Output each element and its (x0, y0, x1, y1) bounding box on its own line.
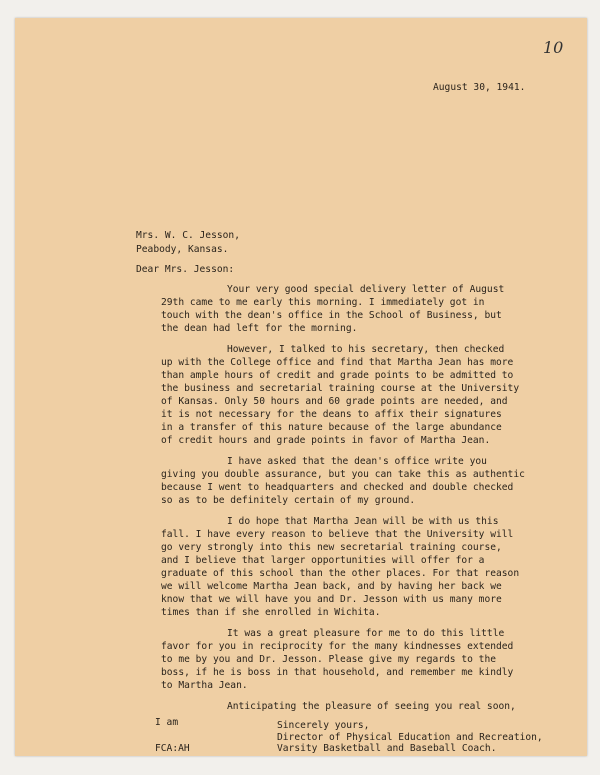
paragraph-2-line: of Kansas. Only 50 hours and 60 grade points are needed, and (161, 396, 508, 407)
paragraph-1-line: the dean had left for the morning. (161, 323, 358, 334)
paragraph-4-line: know that we will have you and Dr. Jesson with us many more (161, 594, 502, 605)
paragraph-2-line: the business and secretarial training course at the University (161, 383, 520, 394)
paragraph-1-line: Your very good special delivery letter of August (227, 284, 505, 295)
salutation: Dear Mrs. Jesson: (136, 264, 235, 275)
paragraph-5-line: It was a great pleasure for me to do this little (227, 628, 505, 639)
paragraph-5-line: favor for you in reciprocity for the many kindnesses extended (161, 641, 514, 652)
closing-line: Anticipating the pleasure of seeing you real soon, (227, 701, 516, 712)
complimentary-close: Sincerely yours, (277, 720, 370, 731)
page-number-mark: 10 (543, 38, 564, 57)
paragraph-1-line: 29th came to me early this morning. I immediately got in (161, 297, 485, 308)
signature-title-line: Director of Physical Education and Recreation, (277, 732, 543, 743)
paragraph-2-line: of credit hours and grade points in favor of Martha Jean. (161, 435, 491, 446)
paragraph-2-line: However, I talked to his secretary, then checked (227, 344, 505, 355)
paragraph-4-line: we will welcome Martha Jean back, and by having her back we (161, 581, 502, 592)
letter-page (15, 18, 587, 756)
paragraph-3-line: because I went to headquarters and checked and double checked (161, 482, 514, 493)
paragraph-5-line: boss, if he is boss in that household, and remember me kindly (161, 667, 514, 678)
recipient-name: Mrs. W. C. Jesson, (136, 230, 240, 241)
paragraph-5-line: to Martha Jean. (161, 680, 248, 691)
paragraph-2-line: up with the College office and find that Martha Jean has more (161, 357, 514, 368)
paragraph-2-line: than ample hours of credit and grade points to be admitted to (161, 370, 514, 381)
reference-initials: FCA:AH (155, 743, 190, 754)
paragraph-3-line: so as to be definitely certain of my ground. (161, 495, 416, 506)
paragraph-4-line: I do hope that Martha Jean will be with us this (227, 516, 499, 527)
paragraph-4-line: go very strongly into this new secretarial training course, (161, 542, 502, 553)
signature-title-line: Varsity Basketball and Baseball Coach. (277, 743, 497, 754)
paragraph-5-line: to me by you and Dr. Jesson. Please give my regards to the (161, 654, 497, 665)
paragraph-1-line: touch with the dean's office in the School of Business, but (161, 310, 502, 321)
paragraph-4-line: graduate of this school than the other places. For that reason (161, 568, 520, 579)
i-am: I am (155, 717, 179, 728)
paragraph-2-line: in a transfer of this nature because of the large abundance (161, 422, 502, 433)
paragraph-4-line: and I believe that larger opportunities will offer for a (161, 555, 485, 566)
paragraph-4-line: times than if she enrolled in Wichita. (161, 607, 381, 618)
letter-date: August 30, 1941. (433, 82, 526, 93)
paragraph-4-line: fall. I have every reason to believe that the University will (161, 529, 514, 540)
recipient-address: Peabody, Kansas. (136, 244, 229, 255)
paragraph-3-line: giving you double assurance, but you can take this as authentic (161, 469, 525, 480)
paragraph-3-line: I have asked that the dean's office write you (227, 456, 487, 467)
paragraph-2-line: it is not necessary for the deans to affix their signatures (161, 409, 502, 420)
